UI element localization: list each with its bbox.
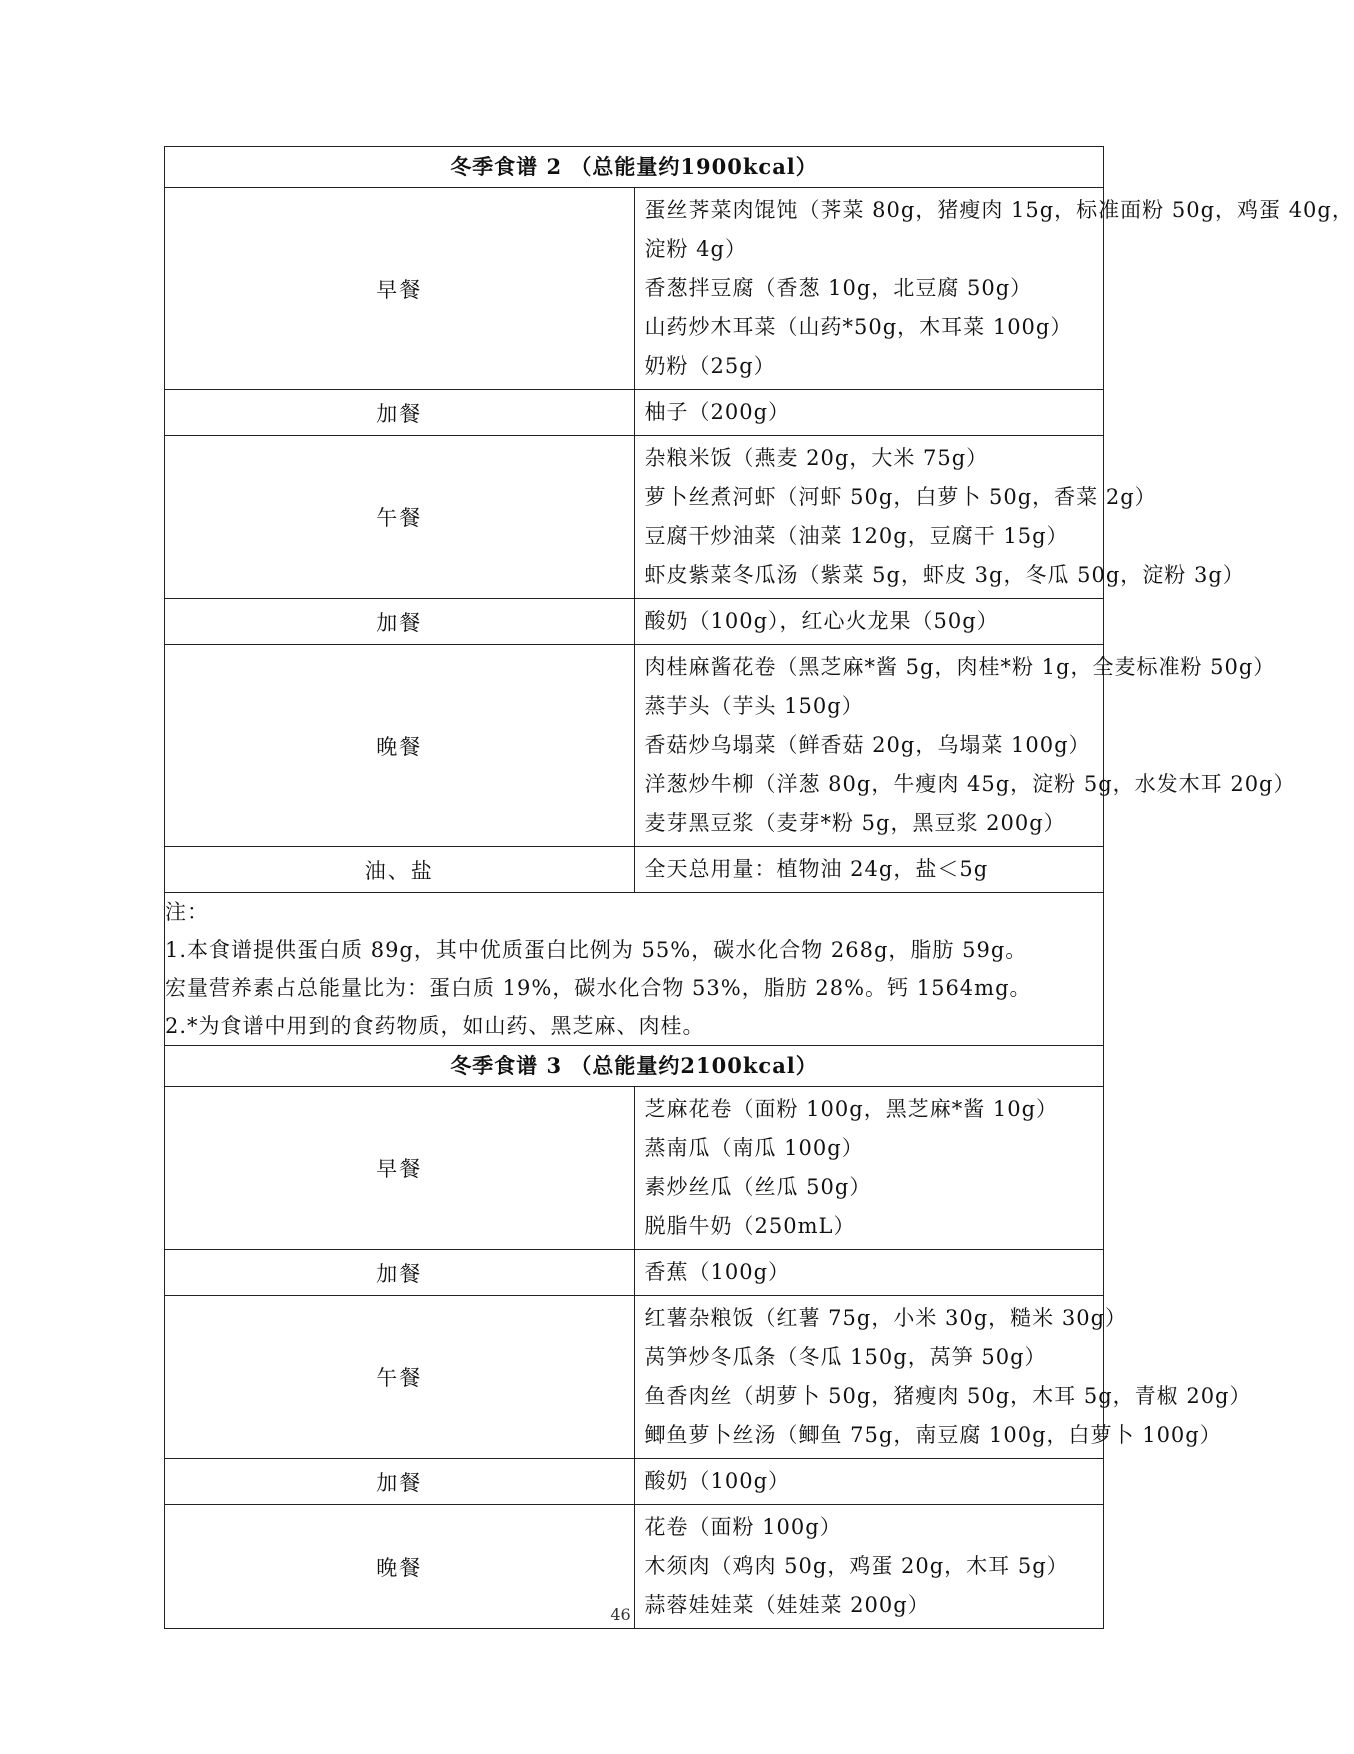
- notes: [165, 893, 1104, 1046]
- food-item: 杂粮米饭（燕麦 20g，大米 75g）: [644, 446, 989, 470]
- meal-label: 午餐: [165, 436, 635, 599]
- food-item: 酸奶（100g），红心火龙果（50g）: [644, 609, 999, 633]
- meal-label: 早餐: [165, 188, 635, 390]
- food-item: 鱼香肉丝（胡萝卜 50g，猪瘦肉 50g，木耳 5g，青椒 20g）: [644, 1384, 1252, 1408]
- food-item: 奶粉（25g）: [644, 354, 776, 378]
- food-item: 麦芽黑豆浆（麦芽*粉 5g，黑豆浆 200g）: [644, 811, 1066, 835]
- food-item: 鲫鱼萝卜丝汤（鲫鱼 75g，南豆腐 100g，白萝卜 100g）: [644, 1423, 1222, 1447]
- meal-label: 午餐: [165, 1296, 635, 1459]
- food-item: 蒸南瓜（南瓜 100g）: [644, 1136, 864, 1160]
- meal-label: 加餐: [165, 1250, 635, 1296]
- food-list: [634, 1296, 1252, 1459]
- menu2-snack1-row: [165, 390, 1104, 436]
- food-item: 素炒丝瓜（丝瓜 50g）: [644, 1175, 872, 1199]
- menu2-snack2-row: [165, 599, 1104, 645]
- food-list: [634, 1250, 1104, 1296]
- note-line: 宏量营养素占总能量比为：蛋白质 19%，碳水化合物 53%，脂肪 28%。钙 1564mg。: [165, 976, 1032, 1000]
- menu3-title: 冬季食谱 3 （总能量约2100kcal）: [165, 1046, 1104, 1087]
- menu2-dinner-row: [165, 645, 1104, 847]
- meal-label: 晚餐: [165, 1505, 635, 1629]
- food-list: [634, 847, 1104, 893]
- menu3-snack2-row: [165, 1459, 1104, 1505]
- food-list: [634, 599, 1104, 645]
- food-item: 柚子（200g）: [644, 400, 791, 424]
- food-item: 香蕉（100g）: [644, 1260, 791, 1284]
- food-list: [634, 188, 1354, 390]
- food-item: 脱脂牛奶（250mL）: [644, 1214, 856, 1238]
- food-item: 全天总用量：植物油 24g，盐＜5g: [644, 857, 989, 881]
- meal-label: 加餐: [165, 599, 635, 645]
- food-item: 香菇炒乌塌菜（鲜香菇 20g，乌塌菜 100g）: [644, 733, 1091, 757]
- meal-label: 加餐: [165, 1459, 635, 1505]
- meal-label: 晚餐: [165, 645, 635, 847]
- food-item: 香葱拌豆腐（香葱 10g，北豆腐 50g）: [644, 276, 1033, 300]
- note-line: 注：: [165, 900, 209, 924]
- meal-label: 早餐: [165, 1087, 635, 1250]
- food-list: [634, 1087, 1104, 1250]
- food-item: 酸奶（100g）: [644, 1469, 791, 1493]
- page-number: 46: [610, 1605, 631, 1624]
- food-item: 豆腐干炒油菜（油菜 120g，豆腐干 15g）: [644, 524, 1069, 548]
- note-line: 2.*为食谱中用到的食药物质，如山药、黑芝麻、肉桂。: [165, 1014, 705, 1038]
- food-item: 木须肉（鸡肉 50g，鸡蛋 20g，木耳 5g）: [644, 1554, 1069, 1578]
- food-item: 洋葱炒牛柳（洋葱 80g，牛瘦肉 45g，淀粉 5g，水发木耳 20g）: [644, 772, 1296, 796]
- note-line: 1.本食谱提供蛋白质 89g，其中优质蛋白比例为 55%，碳水化合物 268g，脂肪 59g。: [165, 938, 1028, 962]
- menu2-oil-salt-row: [165, 847, 1104, 893]
- food-item: 萝卜丝煮河虾（河虾 50g，白萝卜 50g，香菜 2g）: [644, 485, 1157, 509]
- meal-label: 加餐: [165, 390, 635, 436]
- menu2-title-row: [165, 147, 1104, 188]
- menu2-notes-row: [165, 893, 1104, 1046]
- menu3-breakfast-row: [165, 1087, 1104, 1250]
- food-item: 花卷（面粉 100g）: [644, 1515, 842, 1539]
- food-list: [634, 436, 1245, 599]
- food-item: 虾皮紫菜冬瓜汤（紫菜 5g，虾皮 3g，冬瓜 50g，淀粉 3g）: [644, 563, 1245, 587]
- food-list: [634, 1459, 1104, 1505]
- food-item: 莴笋炒冬瓜条（冬瓜 150g，莴笋 50g）: [644, 1345, 1047, 1369]
- food-item: 蒸芋头（芋头 150g）: [644, 694, 864, 718]
- food-item: 山药炒木耳菜（山药*50g，木耳菜 100g）: [644, 315, 1073, 339]
- food-item: 红薯杂粮饭（红薯 75g，小米 30g，糙米 30g）: [644, 1306, 1128, 1330]
- food-item: 芝麻花卷（面粉 100g，黑芝麻*酱 10g）: [644, 1097, 1059, 1121]
- food-list: [634, 390, 1104, 436]
- menu2-title: 冬季食谱 2 （总能量约1900kcal）: [165, 147, 1104, 188]
- menu3-snack1-row: [165, 1250, 1104, 1296]
- food-item: 蛋丝荠菜肉馄饨（荠菜 80g，猪瘦肉 15g，标准面粉 50g，鸡蛋 40g，: [644, 198, 1354, 222]
- food-item: 淀粉 4g）: [644, 237, 747, 261]
- food-item: 蒜蓉娃娃菜（娃娃菜 200g）: [644, 1593, 930, 1617]
- meal-label: 油、盐: [165, 847, 635, 893]
- food-item: 肉桂麻酱花卷（黑芝麻*酱 5g，肉桂*粉 1g，全麦标准粉 50g）: [644, 655, 1276, 679]
- winter-menu-table: [164, 146, 1354, 1629]
- menu2-breakfast-row: [165, 188, 1104, 390]
- menu2-lunch-row: [165, 436, 1104, 599]
- menu3-lunch-row: [165, 1296, 1104, 1459]
- food-list: [634, 645, 1296, 847]
- menu3-title-row: [165, 1046, 1104, 1087]
